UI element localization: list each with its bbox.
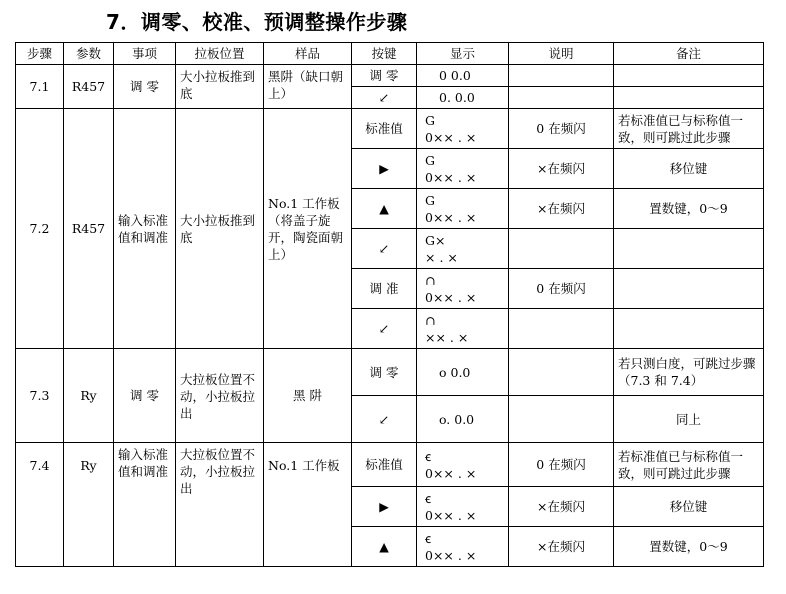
display-line-1: G	[425, 232, 435, 248]
header-key: 按键	[352, 43, 417, 65]
display-line-1: ꞓ	[425, 530, 432, 546]
table-row	[16, 65, 764, 87]
display-line-2: 0×× . ×	[425, 209, 477, 225]
table-row	[16, 443, 764, 487]
display-line-1: ∩	[425, 272, 436, 288]
display	[417, 309, 509, 349]
display	[417, 109, 509, 149]
key: 调 准	[352, 269, 417, 309]
table-row	[16, 109, 764, 149]
note	[614, 229, 764, 269]
display	[417, 527, 509, 567]
param: R457	[64, 109, 114, 349]
display-line-2: ×× . ×	[425, 329, 469, 345]
display-line-1: G	[425, 152, 435, 168]
key: 调 零	[352, 349, 417, 396]
item: 调 零	[114, 349, 176, 443]
description: ×在频闪	[509, 189, 614, 229]
display	[417, 149, 509, 189]
key: ↙	[352, 396, 417, 443]
plate-position: 大拉板位置不动，小拉板拉出	[176, 349, 264, 443]
key: 标准值	[352, 109, 417, 149]
display-line-1: ∩	[425, 312, 436, 328]
display	[417, 189, 509, 229]
header-position: 拉板位置	[176, 43, 264, 65]
note: 移位键	[614, 149, 764, 189]
note: 同上	[614, 396, 764, 443]
sample: No.1 工作板	[264, 443, 352, 567]
display-line-2: 0×× . ×	[425, 507, 477, 523]
header-display: 显示	[417, 43, 509, 65]
note	[614, 309, 764, 349]
item: 输入标准值和调准	[114, 443, 176, 567]
note: 置数键，0～9	[614, 189, 764, 229]
display-line-2: × . ×	[425, 249, 458, 265]
description	[509, 309, 614, 349]
note	[614, 269, 764, 309]
key: ▶	[352, 149, 417, 189]
description	[509, 87, 614, 109]
key: ↙	[352, 229, 417, 269]
note: 置数键，0～9	[614, 527, 764, 567]
key: ▲	[352, 189, 417, 229]
item: 调 零	[114, 65, 176, 109]
description: ×在频闪	[509, 149, 614, 189]
param: Ry	[64, 443, 114, 567]
display: 0 0.0	[417, 65, 509, 87]
display-line-1: ꞓ	[425, 490, 432, 506]
param: Ry	[64, 349, 114, 443]
description: 0 在频闪	[509, 443, 614, 487]
plate-position: 大小拉板推到底	[176, 109, 264, 349]
key: ↙	[352, 87, 417, 109]
header-step: 步骤	[16, 43, 64, 65]
note: 移位键	[614, 487, 764, 527]
description: ×在频闪	[509, 527, 614, 567]
description	[509, 229, 614, 269]
sample: 黑阱（缺口朝上）	[264, 65, 352, 109]
header-sample: 样品	[264, 43, 352, 65]
key: ↙	[352, 309, 417, 349]
step-number: 7.1	[16, 65, 64, 109]
item: 输入标准值和调准	[114, 109, 176, 349]
key: 调 零	[352, 65, 417, 87]
key: ▲	[352, 527, 417, 567]
plate-position: 大拉板位置不动，小拉板拉出	[176, 443, 264, 567]
note: 若标准值已与标称值一致，则可跳过此步骤	[614, 109, 764, 149]
display-line-2: 0×× . ×	[425, 129, 477, 145]
display-line-2: 0×× . ×	[425, 547, 477, 563]
note	[614, 87, 764, 109]
param: R457	[64, 65, 114, 109]
header-description: 说明	[509, 43, 614, 65]
description	[509, 65, 614, 87]
display-line-2: 0×× . ×	[425, 289, 477, 305]
description	[509, 349, 614, 396]
sample: No.1 工作板（将盖子旋开，陶瓷面朝上）	[264, 109, 352, 349]
header-item: 事项	[114, 43, 176, 65]
procedure-table	[15, 42, 764, 567]
sample: 黑 阱	[264, 349, 352, 443]
display-line-2: 0×× . ×	[425, 169, 477, 185]
note: 若只测白度，可跳过步骤（7.3 和 7.4）	[614, 349, 764, 396]
header-param: 参数	[64, 43, 114, 65]
display-line-1-right: ×	[435, 232, 446, 248]
description: ×在频闪	[509, 487, 614, 527]
key: 标准值	[352, 443, 417, 487]
display	[417, 269, 509, 309]
description: 0 在频闪	[509, 269, 614, 309]
display	[417, 487, 509, 527]
display: o 0.0	[417, 349, 509, 396]
document-title: 7．调零、校准、预调整操作步骤	[106, 10, 408, 34]
step-number: 7.2	[16, 109, 64, 349]
note: 若标准值已与标称值一致，则可跳过此步骤	[614, 443, 764, 487]
note	[614, 65, 764, 87]
step-number: 7.4	[16, 443, 64, 567]
display	[417, 443, 509, 487]
description: 0 在频闪	[509, 109, 614, 149]
table-row	[16, 349, 764, 396]
description	[509, 396, 614, 443]
display-line-2: 0×× . ×	[425, 465, 477, 481]
display-line-1: G	[425, 112, 435, 128]
header-row	[16, 43, 764, 65]
header-note: 备注	[614, 43, 764, 65]
key: ▶	[352, 487, 417, 527]
display-line-1: ꞓ	[425, 448, 432, 464]
step-number: 7.3	[16, 349, 64, 443]
display: o. 0.0	[417, 396, 509, 443]
display	[417, 229, 509, 269]
display: 0. 0.0	[417, 87, 509, 109]
plate-position: 大小拉板推到底	[176, 65, 264, 109]
display-line-1: G	[425, 192, 435, 208]
